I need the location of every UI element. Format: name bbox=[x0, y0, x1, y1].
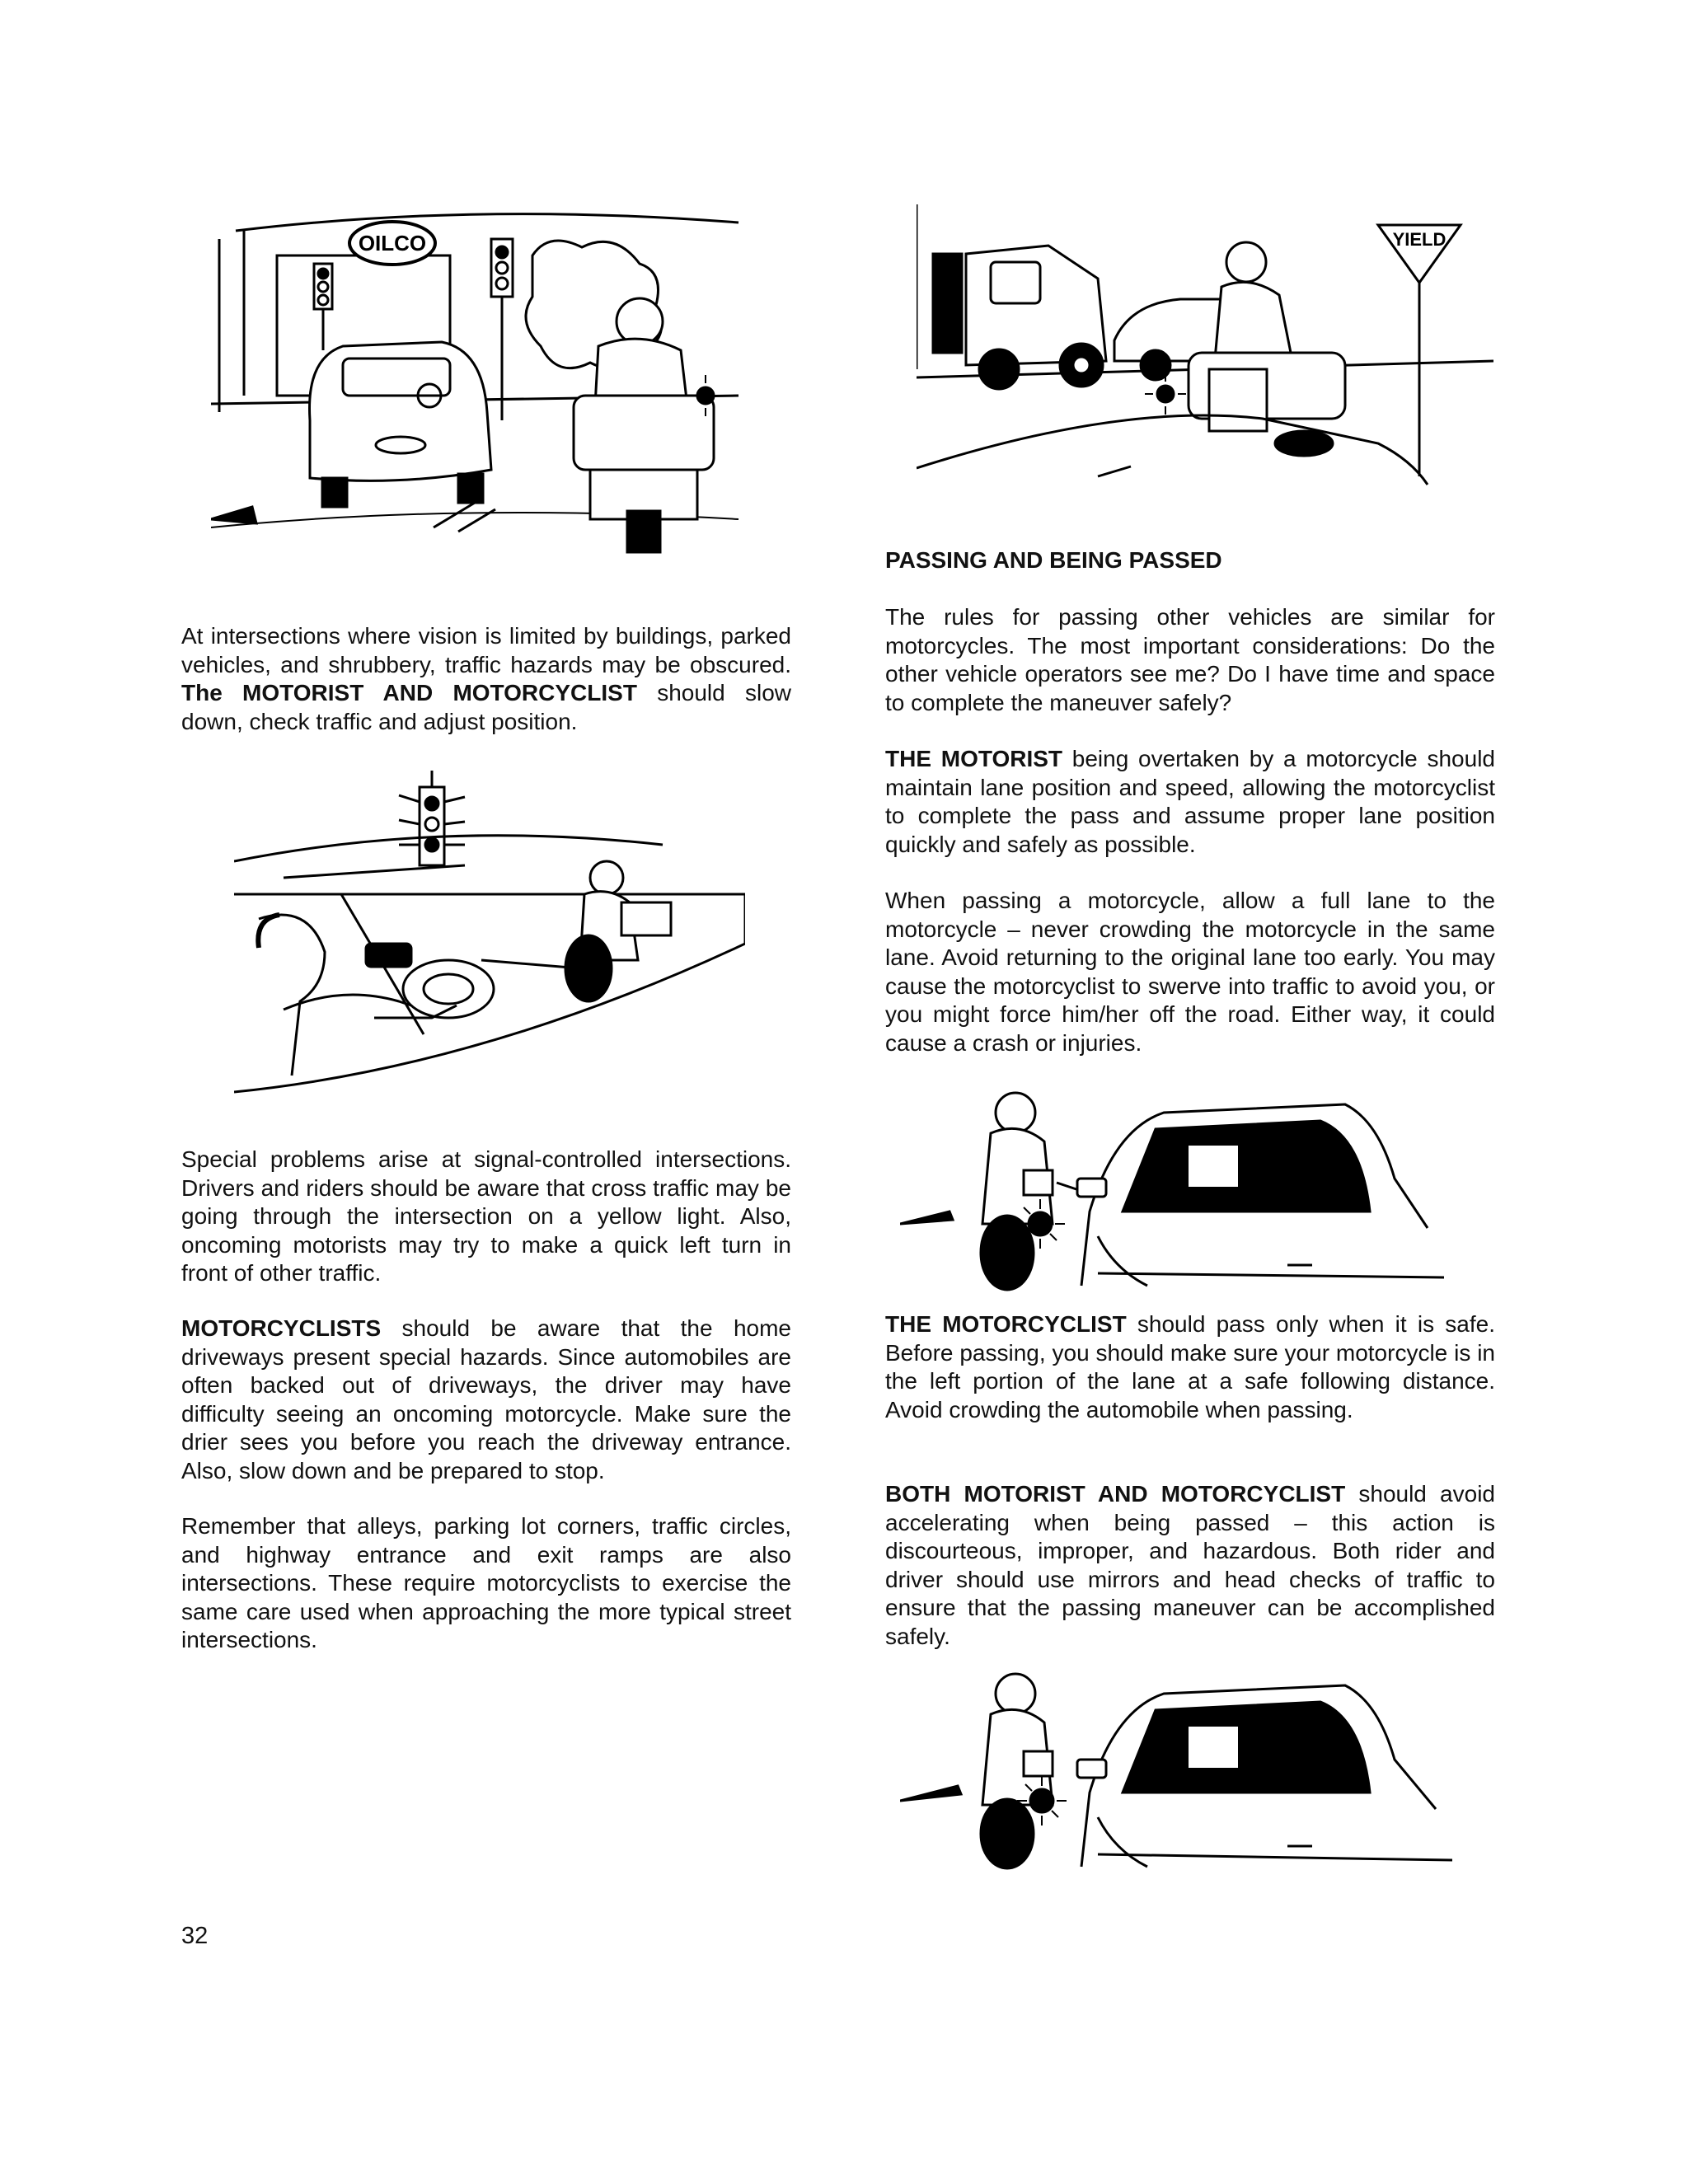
motorcycle-passing-car-illustration-2 bbox=[900, 1669, 1452, 1871]
right-paragraph-3: When passing a motorcycle, allow a full lane to the motorcycle – never crowding the motorcycle in the same lane. Avoid returning to the original lane too early. You may cause the motorcyclist to swerve into traffic to avoid you, or you might force him/her off the road. Either way, it could cause a crash or injuries. bbox=[885, 888, 1495, 1056]
left-paragraph-2: Special problems arise at signal-controlled intersections. Drivers and riders should be aware that cross traffic may be going through the intersection on a yellow light. Also, oncoming motorists may try to make a quick left turn in front of other traffic. bbox=[181, 1146, 791, 1286]
intersection-gas-station-illustration bbox=[211, 206, 747, 560]
left-paragraph-1: At intersections where vision is limited by buildings, parked vehicles, and shrubbery, traffic hazards may be obscured. The MOTORIST AND MOTORCYCLIST should slow down, check traffic and adjust position. bbox=[181, 623, 791, 734]
gas-station-sign-text: OILCO bbox=[358, 231, 427, 255]
motorcycle-passing-car-illustration-1 bbox=[900, 1088, 1444, 1294]
section-heading: PASSING AND BEING PASSED bbox=[885, 547, 1222, 573]
right-paragraph-4: THE MOTORCYCLIST should pass only when it is safe. Before passing, you should make sure your motorcycle is in the left portion of the lane at a safe following distance. Avoid crowding the automobile when passing. bbox=[885, 1311, 1495, 1422]
driver-view-motorcycle-illustration bbox=[234, 771, 745, 1100]
right-paragraph-1: The rules for passing other vehicles are similar for motorcycles. The most important considerations: Do the other vehicle operators see me? Do I have time and space to complete the maneuver safely? bbox=[885, 604, 1495, 715]
yield-intersection-illustration bbox=[917, 204, 1493, 493]
right-paragraph-5: BOTH MOTORIST AND MOTORCYCLIST should avoid accelerating when being passed – this action is discourteous, improper, and hazardous. Both rider and driver should use mirrors and head checks of traffic to ensure that the passing maneuver can be accomplished safely. bbox=[885, 1481, 1495, 1649]
yield-sign-text: YIELD bbox=[1392, 229, 1447, 250]
page-number: 32 bbox=[181, 1923, 209, 1949]
right-paragraph-2: THE MOTORIST being overtaken by a motorcycle should maintain lane position and speed, allowing the motorcyclist to complete the pass and assume proper lane position quickly and safely as possible. bbox=[885, 746, 1495, 857]
left-paragraph-3: MOTORCYCLISTS should be aware that the home driveways present special hazards. Since automobiles are often backed out of driveways, the driver may have difficulty seeing an oncoming motorcycle. Make sure the drier sees you before you reach the driveway entrance. Also, slow down and be prepared to stop. bbox=[181, 1315, 791, 1483]
left-paragraph-4: Remember that alleys, parking lot corners, traffic circles, and highway entrance and exit ramps are also intersections. These require motorcyclists to exercise the same care used when approaching the more typical street intersections. bbox=[181, 1513, 791, 1652]
